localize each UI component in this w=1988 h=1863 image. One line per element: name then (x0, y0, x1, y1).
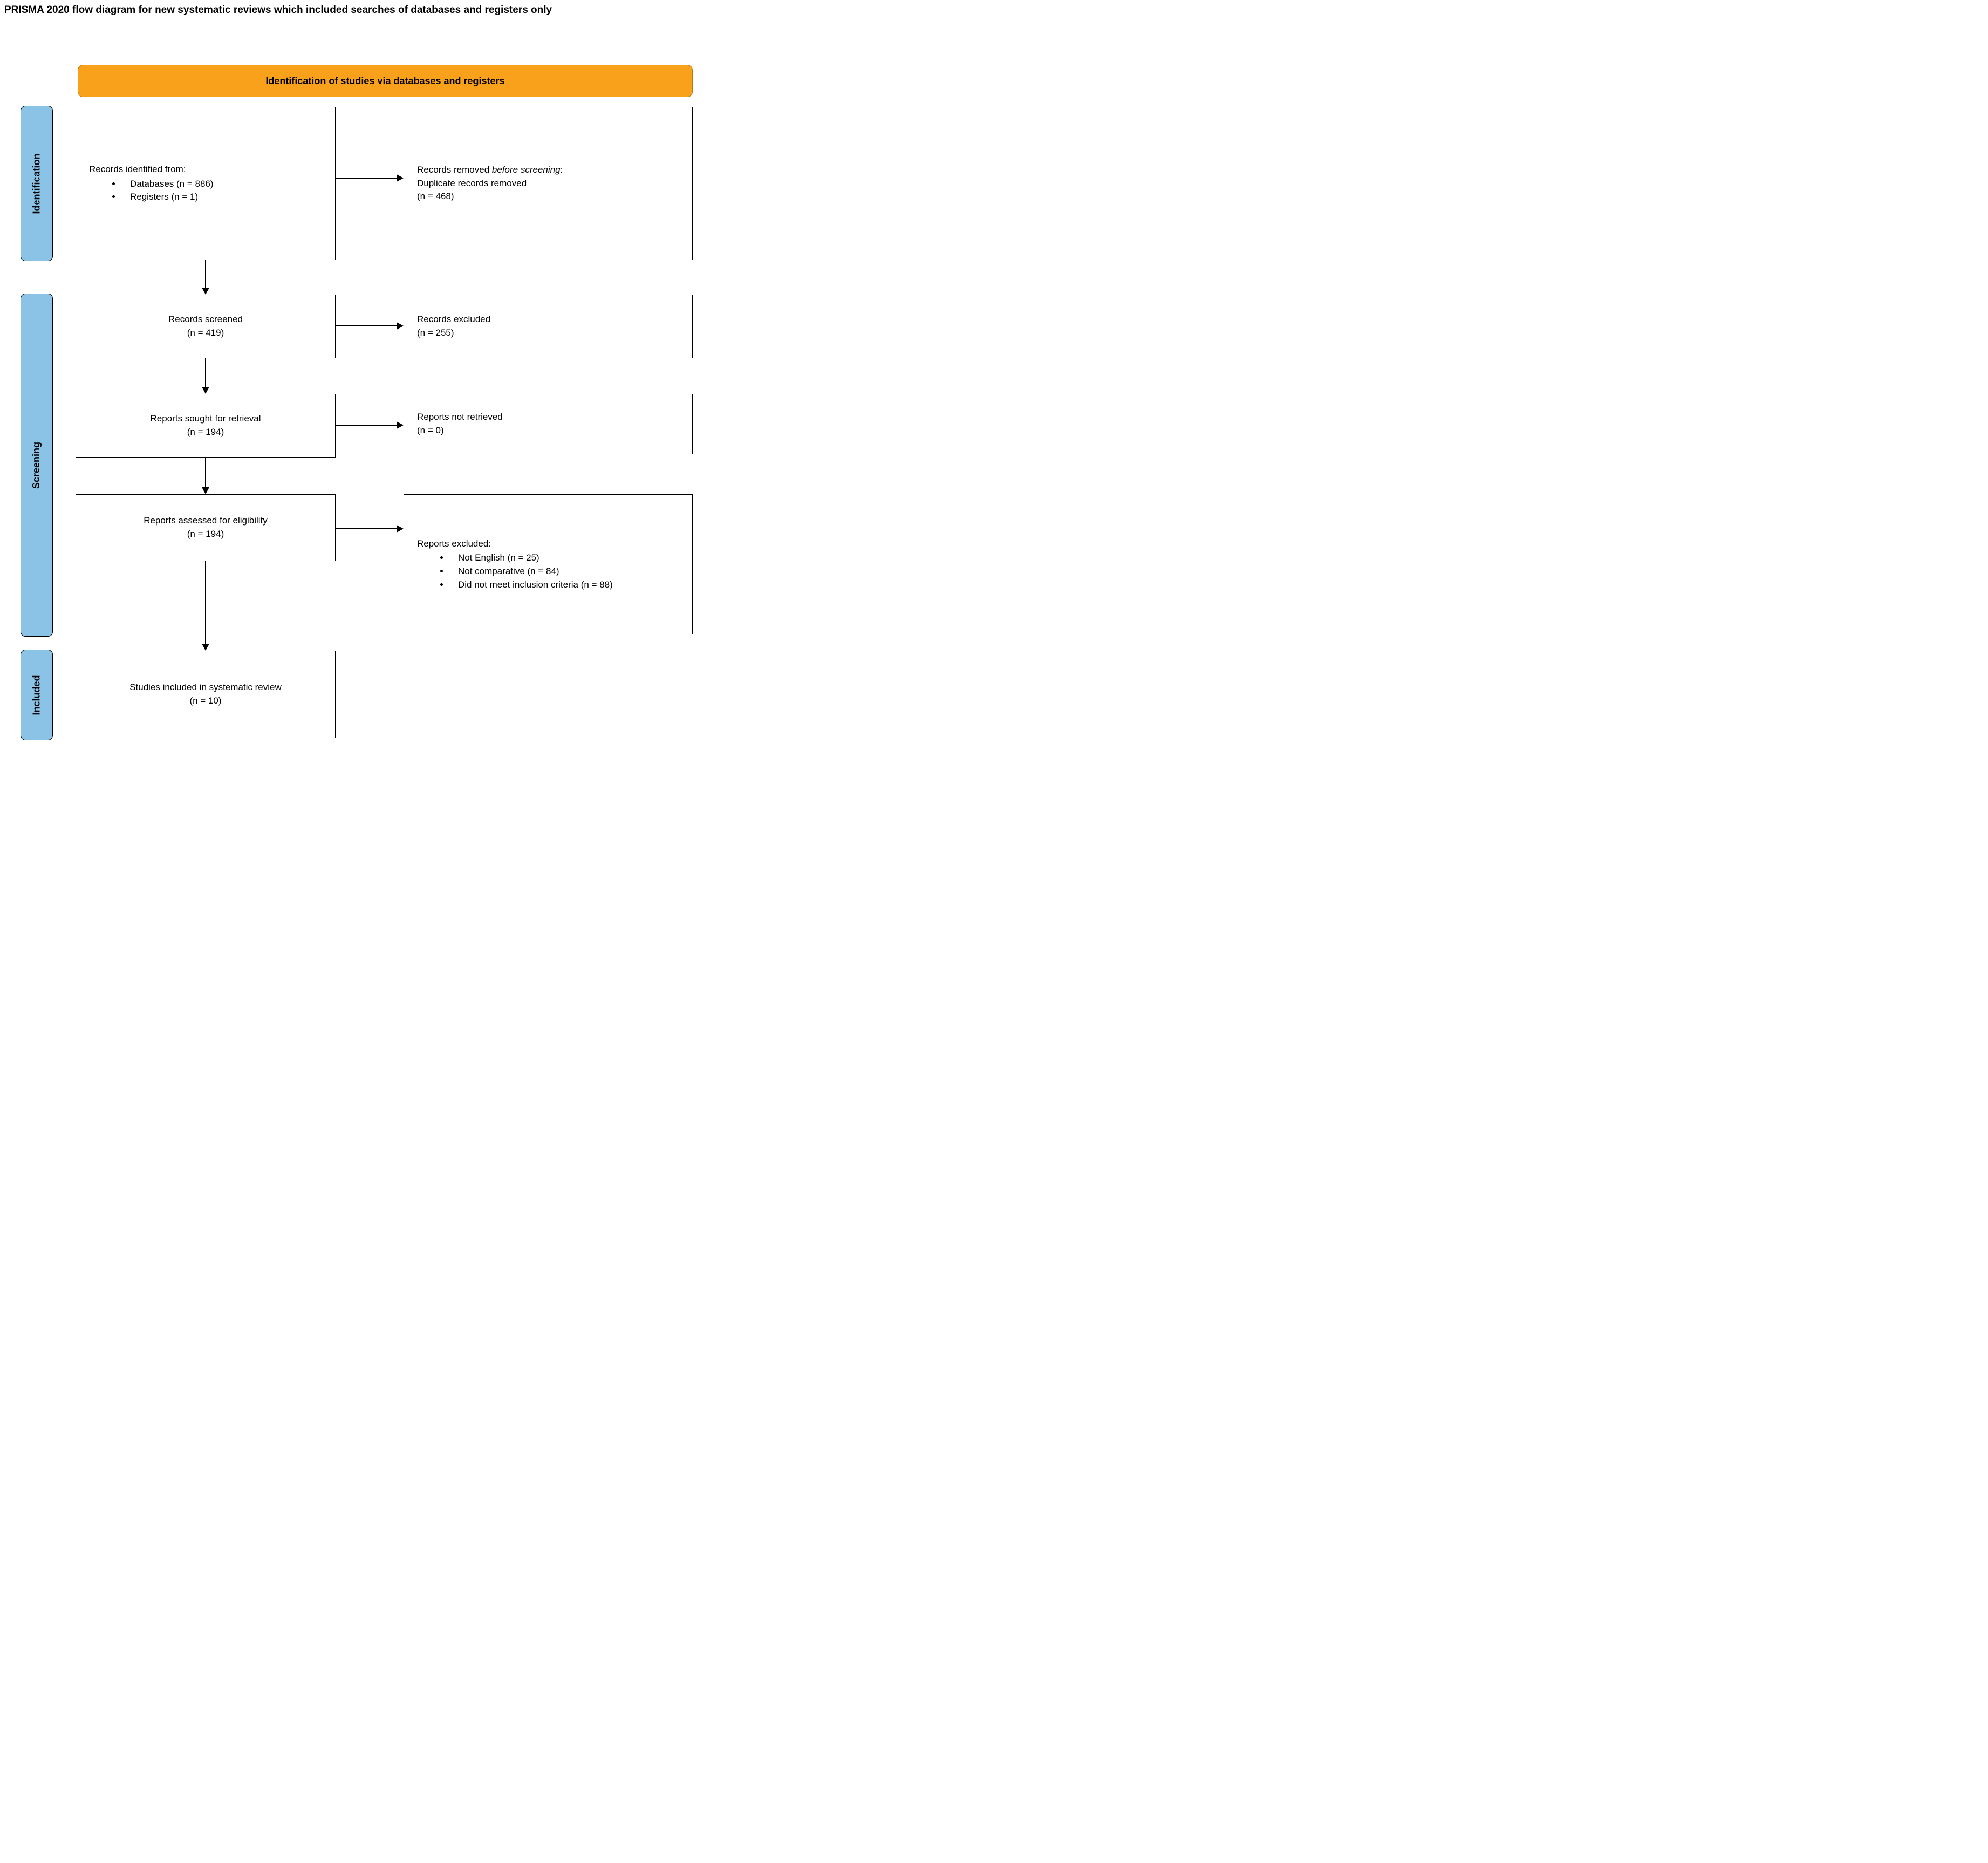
box-title: Reports sought for retrieval (150, 413, 261, 424)
stage-label-text: Screening (31, 441, 42, 489)
arrow-screened-to-excluded (336, 322, 404, 330)
arrow-identified-to-screened (202, 260, 209, 295)
box-records-screened (76, 295, 336, 358)
banner-identification-of-studies: Identification of studies via databases and registers (78, 65, 693, 97)
bullet-item: • Not comparative (n = 84) (449, 565, 679, 578)
box-count: (n = 419) (187, 327, 224, 338)
box-count: (n = 468) (417, 191, 454, 202)
box-title: Records excluded (417, 314, 491, 325)
diagram-title: PRISMA 2020 flow diagram for new systematic reviews which included searches of databases and registers only (4, 4, 552, 16)
arrow-sought-to-assessed (202, 458, 209, 494)
box-title: Reports not retrieved (417, 412, 503, 422)
stage-label-text: Included (31, 674, 42, 715)
box-title: Records screened (168, 314, 243, 325)
arrow-sought-to-not-retrieved (336, 421, 404, 429)
box-reports-assessed (76, 494, 336, 561)
box-reports-sought (76, 394, 336, 458)
stage-label-text: Identification (31, 153, 42, 214)
bullet-list (417, 551, 679, 591)
arrow-screened-to-sought (202, 358, 209, 394)
box-count: (n = 10) (189, 695, 222, 706)
stage-label-identification (21, 106, 53, 261)
italic-phrase: before screening (491, 165, 561, 175)
box-records-removed (404, 107, 693, 260)
box-heading: Reports excluded: (417, 538, 491, 549)
box-reports-excluded (404, 494, 693, 634)
box-count: (n = 0) (417, 425, 444, 435)
box-line: Duplicate records removed (417, 178, 527, 188)
arrow-assessed-to-included (202, 561, 209, 651)
box-count: (n = 255) (417, 327, 454, 338)
bullet-list (89, 178, 322, 204)
bullet-item: • Did not meet inclusion criteria (n = 88) (449, 578, 679, 592)
arrow-identified-to-removed (336, 174, 404, 182)
box-title: Studies included in systematic review (129, 682, 282, 693)
box-reports-not-retrieved (404, 394, 693, 454)
box-heading: Records identified from: (89, 164, 186, 175)
box-records-excluded (404, 295, 693, 358)
box-studies-included (76, 651, 336, 738)
box-count: (n = 194) (187, 529, 224, 539)
box-records-identified (76, 107, 336, 260)
box-title: Reports assessed for eligibility (144, 515, 268, 526)
stage-label-screening (21, 294, 53, 637)
stage-label-included (21, 650, 53, 740)
arrow-assessed-to-reports-excluded (336, 525, 404, 533)
box-heading: Records removed before screening: (417, 165, 563, 175)
bullet-item: • Databases (n = 886) (121, 178, 322, 191)
bullet-item: • Not English (n = 25) (449, 551, 679, 565)
bullet-item: • Registers (n = 1) (121, 190, 322, 204)
box-count: (n = 194) (187, 427, 224, 437)
